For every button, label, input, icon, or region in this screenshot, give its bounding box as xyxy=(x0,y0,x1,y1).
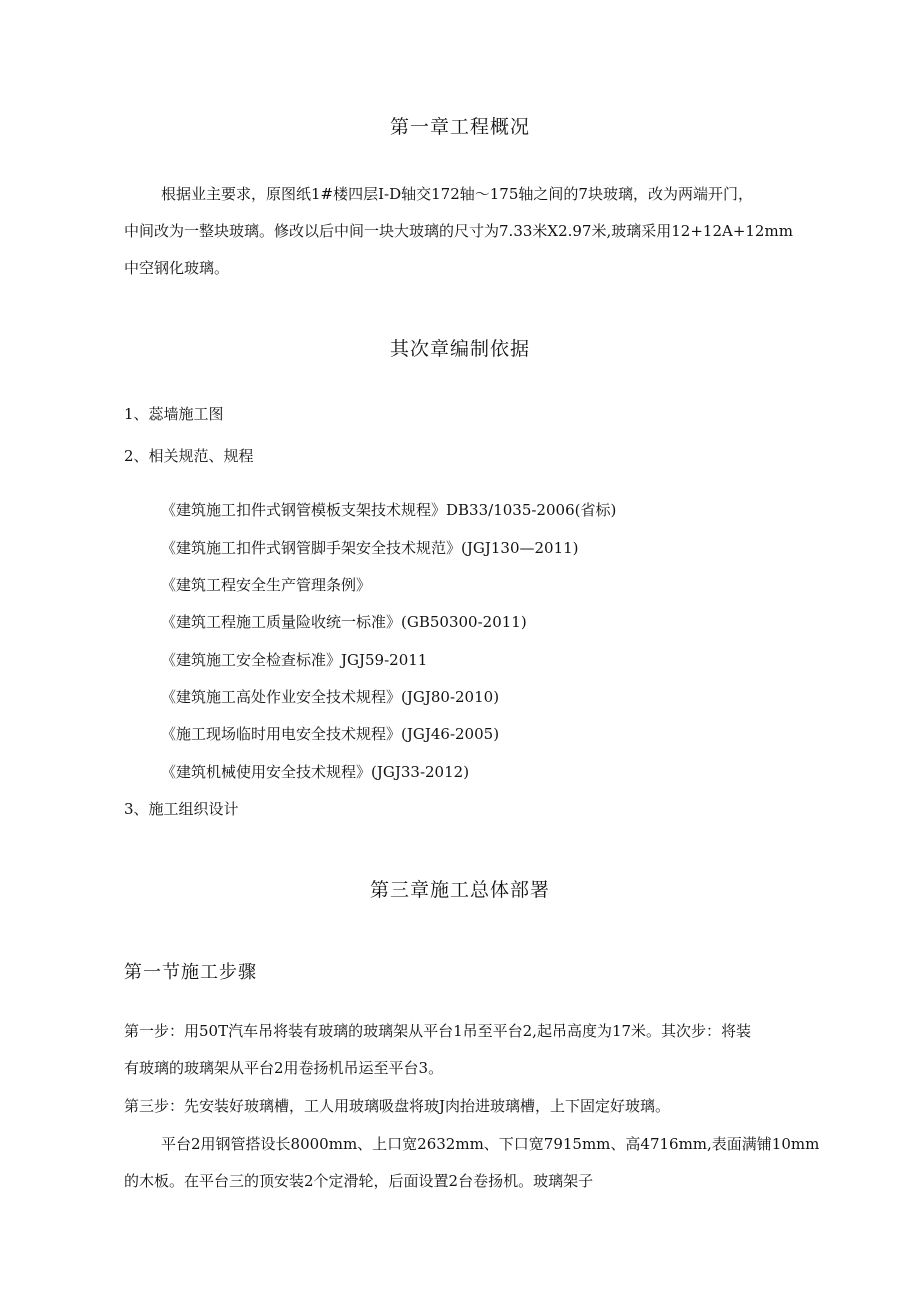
standard-item: 《建筑施工扣件式钢管脚手架安全技术规范》(JGJ130—2011) xyxy=(161,539,579,557)
standard-item: 《建筑工程安全生产管理条例》 xyxy=(161,576,372,594)
list-item: 3、施工组织设计 xyxy=(124,800,239,818)
standard-item: 《建筑机械使用安全技术规程》(JGJ33-2012) xyxy=(161,763,470,781)
chapter1-paragraph-line: 中空钢化玻璃。 xyxy=(124,259,230,277)
standard-item: 《建筑施工扣件式钢管模板支架技术规程》DB33/1035-2006(省标) xyxy=(161,501,617,519)
standard-item: 《建筑施工高处作业安全技术规程》(JGJ80-2010) xyxy=(161,688,500,706)
section1-line: 第一步：用50T汽车吊将装有玻璃的玻璃架从平台1吊至平台2,起吊高度为17米。其次步：将装 xyxy=(124,1022,752,1040)
section1-line: 有玻璃的玻璃架从平台2用卷扬机吊运至平台3。 xyxy=(124,1059,444,1077)
list-item: 1、蕊墙施工图 xyxy=(124,405,224,423)
standard-item: 《建筑工程施工质量险收统一标准》(GB50300-2011) xyxy=(161,613,527,631)
section1-title: 第一节施工步骤 xyxy=(124,962,257,983)
list-item: 2、相关规范、规程 xyxy=(124,447,254,465)
section1-line: 平台2用钢管搭设长8000mm、上口宽2632mm、下口宽7915mm、高4716mm,表面满铺10mm xyxy=(161,1135,820,1153)
chapter1-paragraph-line: 中间改为一整块玻璃。修改以后中间一块大玻璃的尺寸为7.33米X2.97米,玻璃采用12+12A+12mm xyxy=(124,222,793,240)
section1-line: 的木板。在平台三的顶安装2个定滑轮，后面设置2台卷扬机。玻璃架子 xyxy=(124,1172,594,1190)
chapter1-title: 第一章工程概况 xyxy=(389,116,530,138)
chapter2-title: 其次章编制依据 xyxy=(389,338,530,360)
standard-item: 《施工现场临时用电安全技术规程》(JGJ46-2005) xyxy=(161,725,500,743)
standard-item: 《建筑施工安全检查标准》JGJ59-2011 xyxy=(161,651,428,669)
chapter1-paragraph-line: 根据业主要求，原图纸1#楼四层I-D轴交172轴～175轴之间的7块玻璃，改为两端开门， xyxy=(161,185,753,203)
chapter3-title: 第三章施工总体部署 xyxy=(369,879,550,901)
section1-line: 第三步：先安装好玻璃槽，工人用玻璃吸盘将玻J肉抬进玻璃槽，上下固定好玻璃。 xyxy=(124,1097,671,1115)
